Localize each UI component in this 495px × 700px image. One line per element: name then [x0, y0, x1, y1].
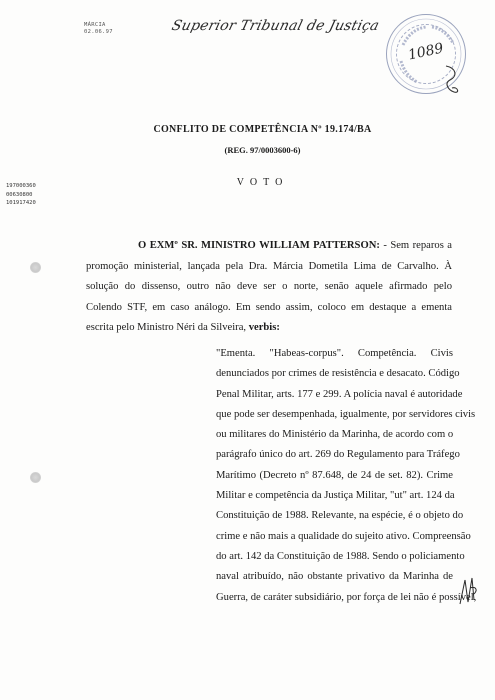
margin-reference-numbers [6, 182, 36, 208]
quotation-line: denunciados por crimes de resistência e desacato. Código [216, 368, 460, 380]
punch-hole [30, 262, 41, 273]
paragraph-line [86, 298, 452, 319]
quotation-line: naval atribuído, não obstante privativo da Marinha de [216, 571, 453, 583]
ementa-quotation [216, 344, 477, 608]
paragraph-line [86, 257, 452, 278]
bold-text: verbis: [248, 322, 280, 333]
court-header: Superior Tribunal de Justiça [170, 18, 381, 34]
quotation-line: parágrafo único do art. 269 do Regulamento para Tráfego [216, 449, 460, 461]
quotation-line: crime e não mais a qualidade do sujeito ativo. Compreensão [216, 530, 471, 542]
paragraph-line [86, 277, 452, 298]
quotation-line: Penal Militar, arts. 177 e 299. A polícia naval é autoridade [216, 388, 463, 400]
paragraph-line [86, 318, 452, 339]
quotation-line: que pode ser desempenhada, igualmente, por servidores civis [216, 408, 476, 420]
seal-handwritten-number: 1089 [406, 40, 445, 64]
quotation-line: do art. 142 da Constituição de 1988. Sendo o policiamento [216, 550, 465, 562]
bold-text: O EXMº SR. MINISTRO WILLIAM PATTERSON: [138, 240, 384, 251]
clerk-stamp-date: 02.06.97 [84, 29, 113, 35]
text: - Sem reparos a [383, 240, 452, 251]
clerk-stamp-name: MÁRCIA [84, 22, 106, 28]
initials-mark-icon [456, 574, 482, 608]
text: promoção ministerial, lançada pela Dra. Márcia Dometila Lima de Carvalho. À [86, 260, 452, 272]
margin-number: 00630800 [6, 191, 33, 198]
quotation-line: ou militares do Ministério da Marinha, de acordo com o [216, 429, 454, 441]
clerk-stamp [84, 22, 113, 36]
quotation-line: Marítimo (Decreto nº 87.648, de 24 de set. 82). Crime [216, 469, 453, 481]
signature-mark-icon [440, 62, 464, 98]
text: escrita pelo Ministro Néri da Silveira, [86, 322, 249, 333]
quotation-line: "Ementa. "Habeas-corpus". Competência. Civis [216, 348, 453, 359]
text: solução do dissenso, outro não deve ser o norte, senão aquele afirmado pelo [86, 281, 452, 292]
margin-number: 197000360 [6, 183, 36, 189]
margin-number: 101917420 [6, 200, 36, 206]
section-heading: VOTO [236, 177, 289, 188]
case-title: CONFLITO DE COMPETÊNCIA Nº 19.174/BA [153, 124, 372, 135]
punch-hole [30, 472, 41, 483]
case-registration: (REG. 97/0003600-6) [224, 145, 301, 155]
quotation-line: Constituição de 1988. Relevante, na espécie, é o objeto do [216, 510, 464, 522]
text: Colendo STF, em caso análogo. Em sendo assim, coloco em destaque a ementa [86, 301, 452, 313]
quotation-line: Guerra, de caráter subsidiário, por força de lei não é possível, [216, 591, 477, 603]
paragraph-line [86, 236, 452, 257]
quotation-line: Militar e competência da Justiça Militar, "ut" art. 124 da [216, 490, 455, 502]
vote-paragraph [86, 236, 452, 339]
